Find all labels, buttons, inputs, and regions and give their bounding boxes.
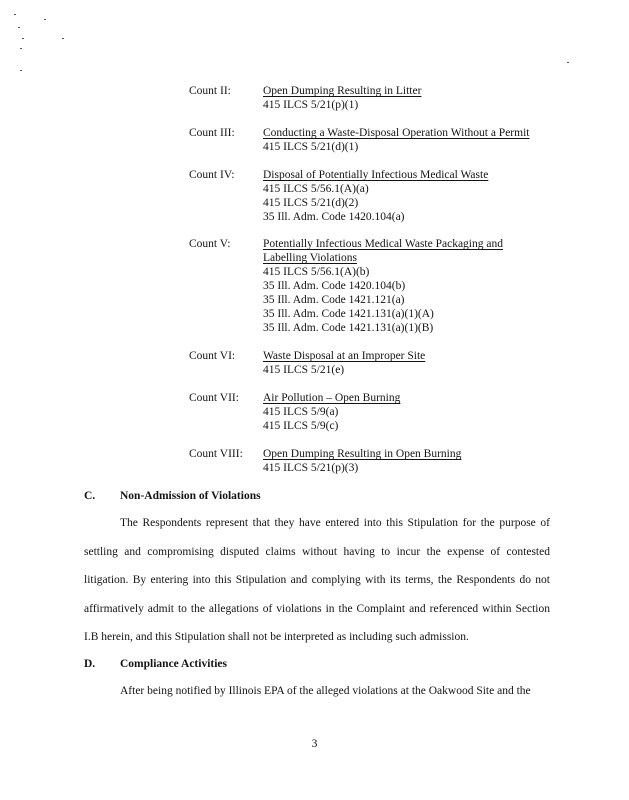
count-item <box>189 126 529 154</box>
count-citation: 35 Ill. Adm. Code 1420.104(a) <box>263 211 405 223</box>
scan-speck <box>62 38 64 39</box>
scan-speck <box>567 62 569 63</box>
paragraph-text: The Respondents represent that they have entered into this Stipulation for the purpose of settling and compromising disputed claims without having to incur the expense of contested litigation. By entering into this Stipulation and complying with its terms, the Respondents do not affirmatively admit to the allegations of violations in the Complaint and referenced within Section I.B herein, and this Stipulation shall not be interpreted as including such admission. <box>84 517 550 644</box>
count-citation: 35 Ill. Adm. Code 1421.131(a)(1)(B) <box>263 322 434 334</box>
section-d-heading <box>84 658 554 670</box>
count-citation: 35 Ill. Adm. Code 1421.131(a)(1)(A) <box>263 308 434 320</box>
count-title: Open Dumping Resulting in Litter <box>263 85 422 97</box>
count-item <box>189 349 425 377</box>
section-letter: C. <box>84 490 96 502</box>
scan-speck <box>20 70 22 71</box>
scan-speck <box>20 48 22 49</box>
count-item <box>189 237 523 335</box>
section-letter: D. <box>84 658 96 670</box>
count-label: Count III: <box>189 127 235 139</box>
count-citation: 415 ILCS 5/9(c) <box>263 420 339 432</box>
count-citation: 415 ILCS 5/21(p)(3) <box>263 462 359 474</box>
count-citation: 415 ILCS 5/21(d)(1) <box>263 141 359 153</box>
count-title: Potentially Infectious Medical Waste Packaging and Labelling Violations <box>263 238 503 264</box>
scan-speck <box>44 19 46 20</box>
count-item <box>189 447 461 475</box>
count-title: Waste Disposal at an Improper Site <box>263 350 426 362</box>
count-label: Count VI: <box>189 350 236 362</box>
count-item <box>189 391 400 433</box>
count-citation: 415 ILCS 5/56.1(A)(a) <box>263 183 369 195</box>
count-title: Conducting a Waste-Disposal Operation Without a Permit <box>263 127 530 139</box>
count-label: Count II: <box>189 85 231 97</box>
count-item <box>189 84 421 112</box>
count-item <box>189 168 488 224</box>
section-c-paragraph <box>84 509 550 652</box>
count-citation: 415 ILCS 5/9(a) <box>263 406 339 418</box>
count-citation: 415 ILCS 5/21(d)(2) <box>263 197 359 209</box>
section-title: Compliance Activities <box>120 658 227 670</box>
section-title: Non-Admission of Violations <box>120 490 261 502</box>
count-label: Count V: <box>189 238 231 250</box>
count-citation: 415 ILCS 5/21(e) <box>263 364 345 376</box>
scan-speck <box>22 38 24 39</box>
count-citation: 415 ILCS 5/56.1(A)(b) <box>263 266 370 278</box>
count-label: Count VII: <box>189 392 239 404</box>
count-citation: 35 Ill. Adm. Code 1420.104(b) <box>263 280 406 292</box>
count-citation: 415 ILCS 5/21(p)(1) <box>263 99 359 111</box>
section-d-paragraph <box>84 677 550 706</box>
count-title: Air Pollution – Open Burning <box>263 392 401 404</box>
count-title: Open Dumping Resulting in Open Burning <box>263 448 462 460</box>
count-label: Count IV: <box>189 169 235 181</box>
page-number: 3 <box>311 738 318 750</box>
count-citation: 35 Ill. Adm. Code 1421.121(a) <box>263 294 405 306</box>
count-title: Disposal of Potentially Infectious Medical Waste <box>263 169 489 181</box>
paragraph-text: After being notified by Illinois EPA of the alleged violations at the Oakwood Site and the <box>120 685 531 697</box>
scan-speck <box>14 14 16 15</box>
section-c-heading <box>84 490 554 502</box>
count-label: Count VIII: <box>189 448 243 460</box>
scan-speck <box>18 27 20 28</box>
